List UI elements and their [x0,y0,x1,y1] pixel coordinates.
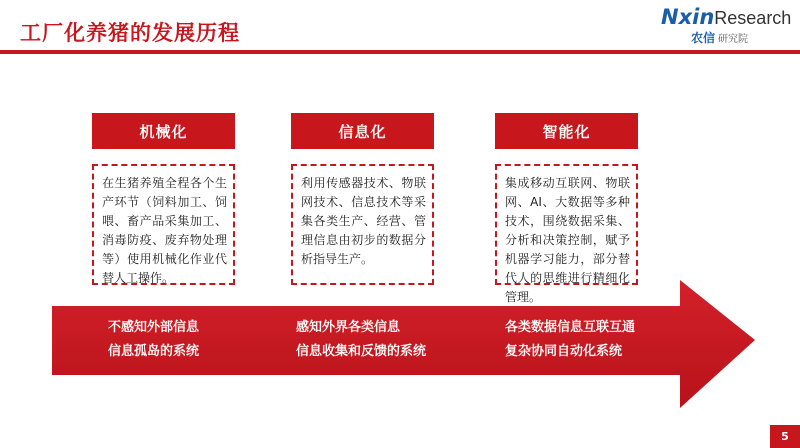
stage-heading-intelligence: 智能化 [495,113,638,149]
logo-cn-text: 农信 [691,31,716,45]
logo-research-text: Research [714,8,792,28]
page-title: 工厂化养猪的发展历程 [20,21,240,45]
arrow-label-stage1-line2: 信息孤岛的系统 [108,344,200,359]
arrow-label-stage2-line1: 感知外界各类信息 [296,320,401,335]
stage-heading-mechanization: 机械化 [92,113,235,149]
stage-description-intelligence: 集成移动互联网、物联网、AI、大数据等多种技术，围绕数据采集、分析和决策控制，赋予机器学习能力，部分替代人的思维进行精细化管理。 [495,164,638,285]
stage-description-mechanization: 在生猪养殖全程各个生产环节（饲料加工、饲喂、畜产品采集加工、消毒防疫、废弃物处理等）使用机械化作业代替人工操作。 [92,164,235,285]
logo-cn-suffix: 研究院 [718,34,749,45]
arrow-label-stage2-line2: 信息收集和反馈的系统 [296,344,427,359]
stage-description-informatization: 利用传感器技术、物联网技术、信息技术等采集各类生产、经营、管理信息由初步的数据分析指导生产。 [291,164,434,285]
page-number: 5 [770,425,800,448]
arrow-label-stage1-line1: 不感知外部信息 [108,320,200,335]
arrow-label-stage3-line2: 复杂协同自动化系统 [505,344,623,359]
stage-heading-informatization: 信息化 [291,113,434,149]
arrow-label-stage3-line1: 各类数据信息互联互通 [505,320,636,335]
logo-nxin-text: Nxin [661,5,715,29]
